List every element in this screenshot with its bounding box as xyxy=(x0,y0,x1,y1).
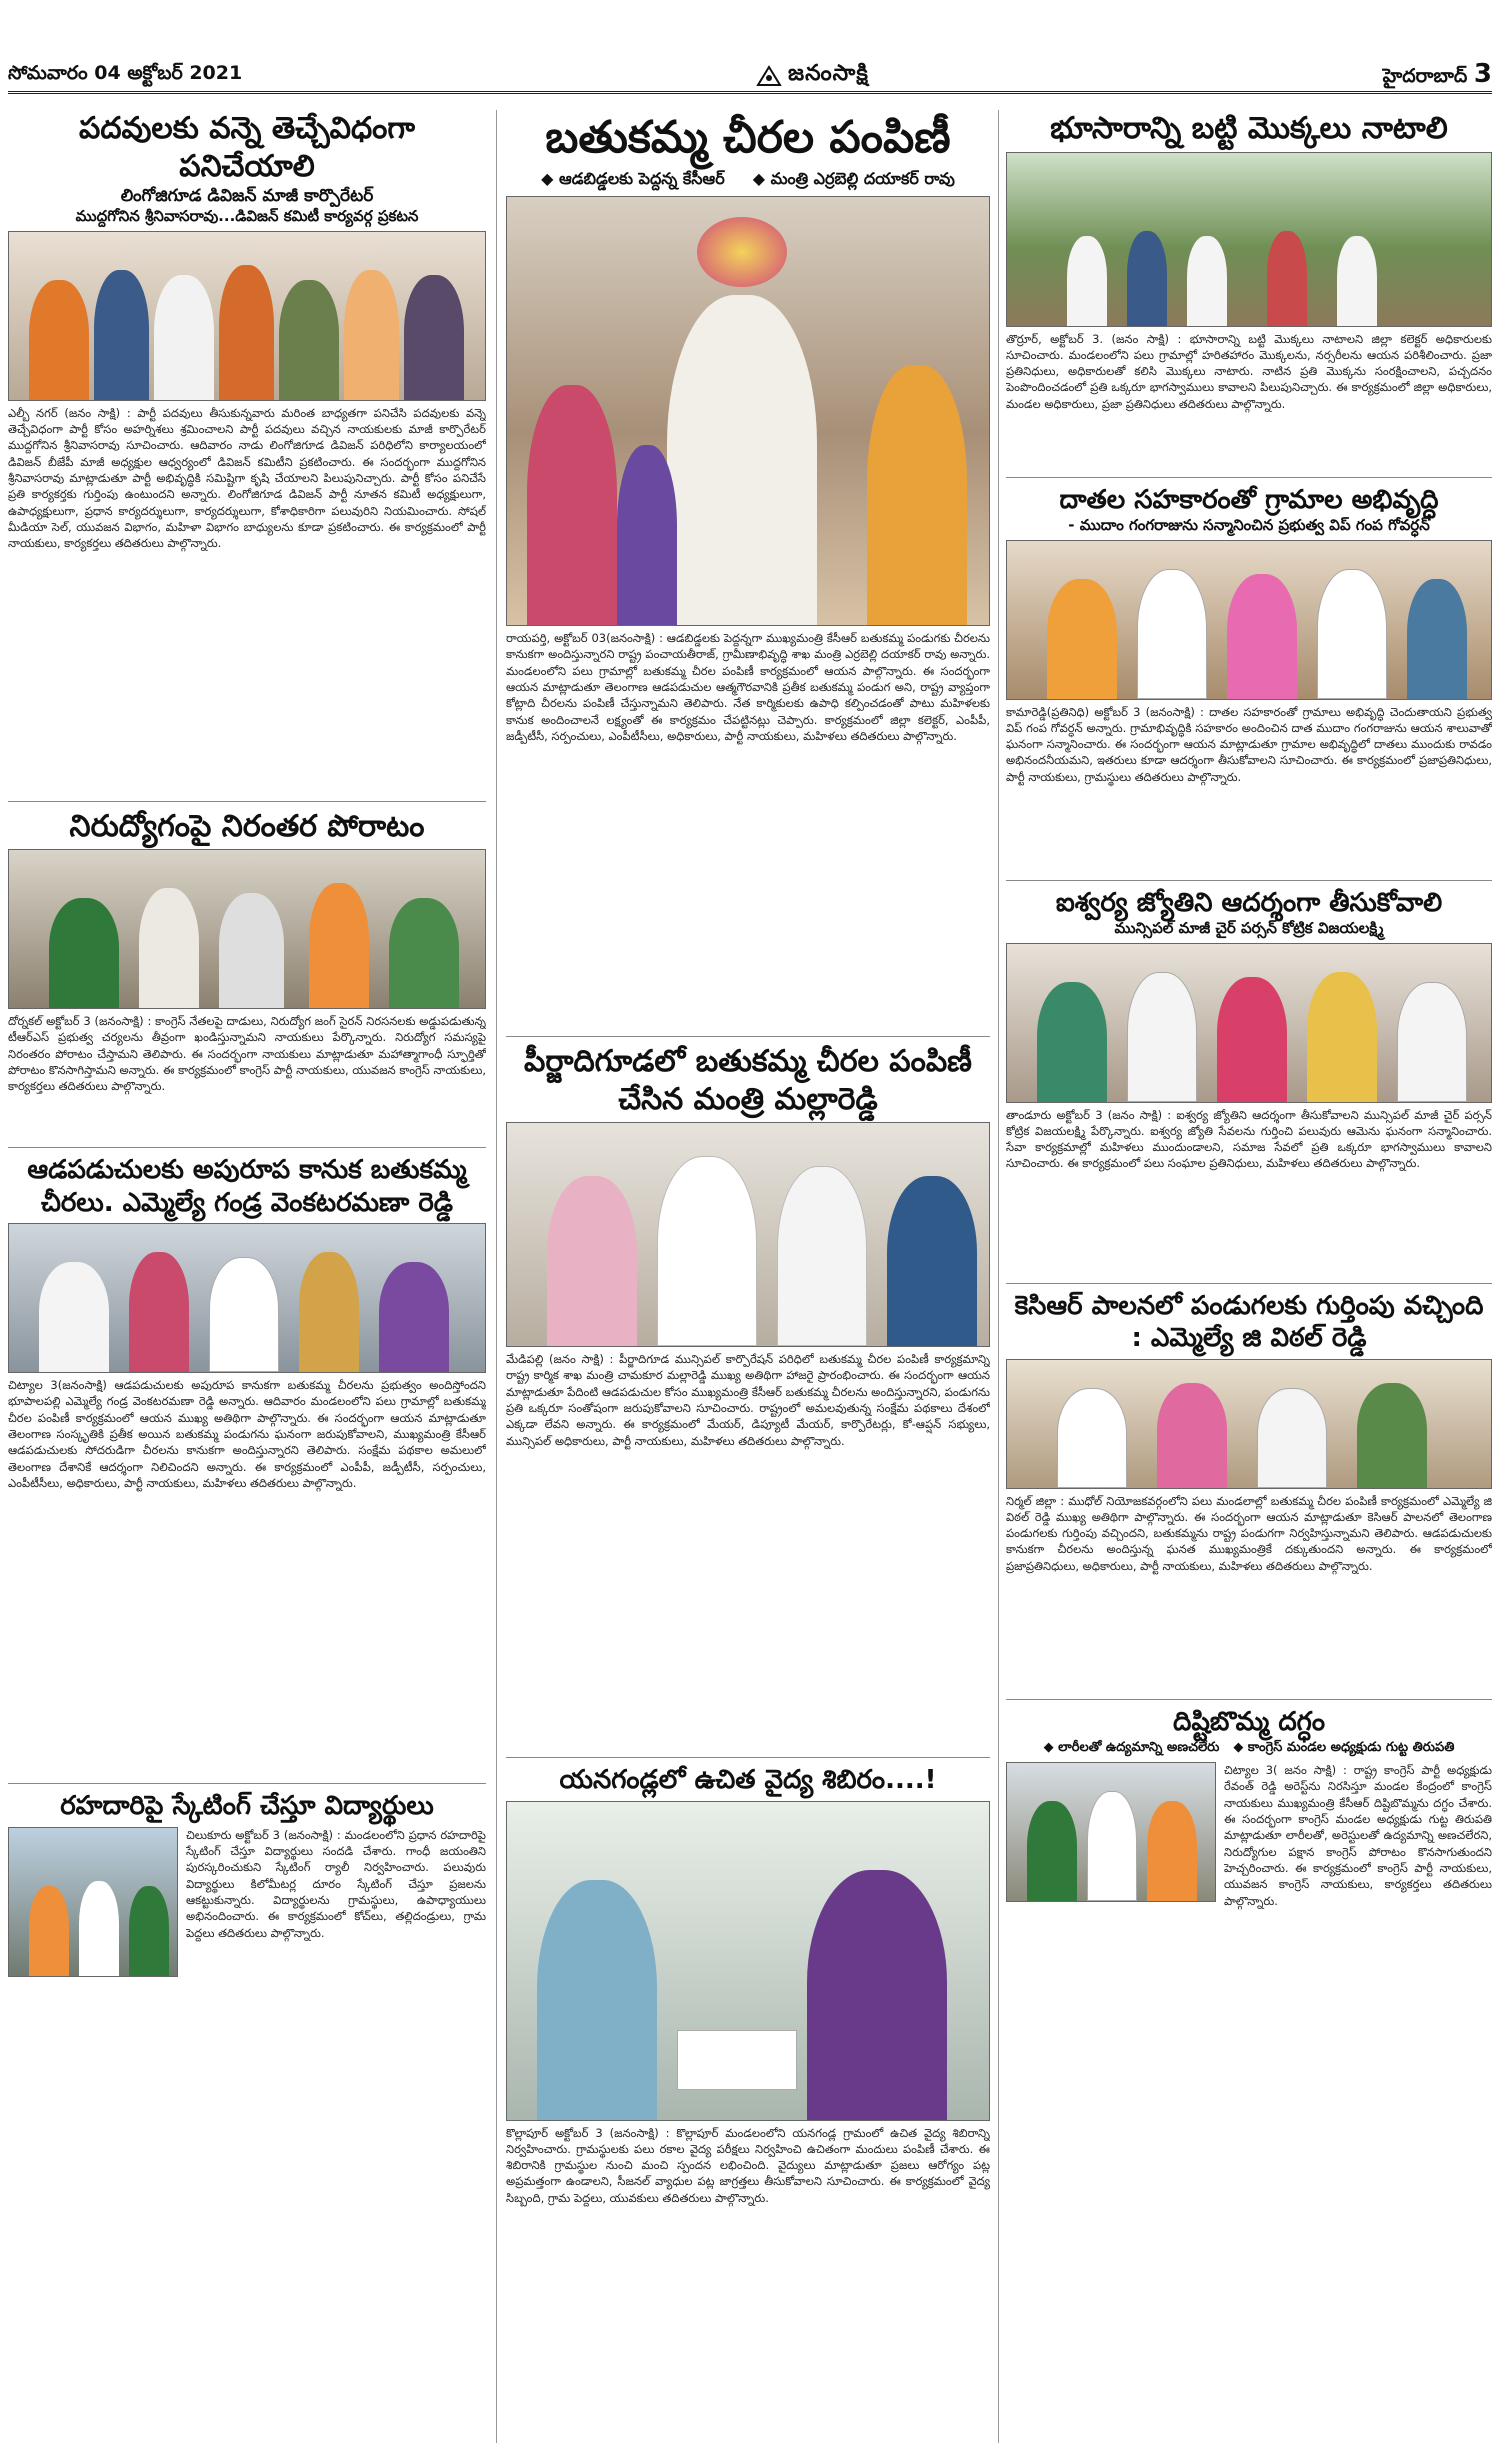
distribution-photo xyxy=(8,1223,486,1373)
article-body: దోర్నకల్ అక్టోబర్ 3 (జనంసాక్షి) : కాంగ్రెస్ నేతలపై దాడులు, నిరుద్యోగ జంగ్ సైరన్ నిరసనలకు అడ్డుపడుతున్న టీఆర్ఎస్ ప్రభుత్వ చర్యలను తీవ్రంగా ఖండిస్తున్నామని నాయకులు పేర్కొన్నారు. నిరుద్యోగ సమస్యపై నిరంతరం పోరాటం చేస్తామని తెలిపారు. ఈ సందర్భంగా నాయకులు మాట్లాడుతూ మహాత్మాగాంధీ స్ఫూర్తితో పోరాటం కొనసాగిస్తామని అన్నారు. ఈ కార్యక్రమంలో కాంగ్రెస్ పార్టీ నాయకులు, యువజన కాంగ్రెస్ నాయకులు, కార్యకర్తలు తదితరులు పాల్గొన్నారు. xyxy=(8,1014,486,1094)
felicitation-photo xyxy=(1006,540,1492,700)
article-body: మేడిపల్లి (జనం సాక్షి) : పీర్జాదిగూడ మున్సిపల్ కార్పొరేషన్ పరిధిలో బతుకమ్మ చీరల పంపిణీ కార్యక్రమాన్ని రాష్ట్ర కార్మిక శాఖ మంత్రి చామకూర మల్లారెడ్డి ముఖ్య అతిథిగా హాజరై ప్రారంభించారు. ఈ సందర్భంగా ఆయన మాట్లాడుతూ పేదింటి ఆడపడుచుల కోసం ముఖ్యమంత్రి కేసీఆర్ బతుకమ్మ చీరలను అందిస్తున్నారని, పండుగను ప్రతి ఒక్కరూ సంతోషంగా జరుపుకోవాలని సూచించారు. రాష్ట్రంలో అమలవుతున్న సంక్షేమ పథకాలు దేశంలో ఎక్కడా లేవని అన్నారు. ఈ కార్యక్రమంలో మేయర్, డిప్యూటీ మేయర్, కార్పొరేటర్లు, కో-ఆప్షన్ సభ్యులు, మున్సిపల్ అధికారులు, పార్టీ నాయకులు, మహిళలు తదితరులు పాల్గొన్నారు. xyxy=(506,1352,990,1448)
issue-date: సోమవారం 04 అక్టోబర్ 2021 xyxy=(8,62,243,84)
middle-column xyxy=(506,110,990,2443)
medical-camp-photo xyxy=(506,1801,990,2121)
column-rule xyxy=(998,110,999,2443)
article-bullet: ◆ మంత్రి ఎర్రబెల్లి దయాకర్ రావు xyxy=(752,169,955,188)
article-headline: పీర్జాదిగూడలో బతుకమ్మ చీరల పంపిణీ చేసిన మంత్రి మల్లారెడ్డి xyxy=(524,1044,972,1117)
paper-logo-icon xyxy=(756,65,782,87)
article-subhead: ముద్దగోనిన శ్రీనివాసరావు...డివిజన్ కమిటీ కార్యవర్గ ప్రకటన xyxy=(75,207,419,226)
article-bathukamma-mla xyxy=(8,1154,486,1777)
masthead xyxy=(8,60,1492,94)
article-peerzadiguda xyxy=(506,1043,990,1751)
minister-photo xyxy=(506,196,990,626)
edition-city-text: హైదరాబాద్ xyxy=(1382,65,1468,87)
article-party-posts xyxy=(8,110,486,795)
article-headline: భూసారాన్ని బట్టి మొక్కలు నాటాలి xyxy=(1050,111,1448,146)
column-rule xyxy=(496,110,497,2443)
article-subhead: - ముదాం గంగరాజును సన్మానించిన ప్రభుత్వ విప్ గంప గోవర్ధన్ xyxy=(1068,516,1430,534)
article-subhead: మున్సిపల్ మాజీ చైర్ పర్సన్ కోట్రిక విజయలక్ష్మి xyxy=(1114,919,1384,937)
plantation-photo xyxy=(1006,152,1492,327)
article-headline: కెసిఆర్ పాలనలో పండుగలకు గుర్తింపు వచ్చింది : ఎమ్మెల్యే జి విఠల్ రెడ్డి xyxy=(1014,1290,1484,1353)
article-body: చిట్యాల 3(జనంసాక్షి) ఆడపడుచులకు అపురూప కానుకగా బతుకమ్మ చీరలను ప్రభుత్వం అందిస్తోందని భూపాలపల్లి ఎమ్మెల్యే గండ్ర వెంకటరమణా రెడ్డి అన్నారు. ఆదివారం మండలంలోని పలు గ్రామాల్లో బతుకమ్మ చీరల పంపిణీ కార్యక్రమంలో ఆయన ముఖ్య అతిథిగా పాల్గొన్నారు. ఈ సందర్భంగా ఆయన మాట్లాడుతూ తెలంగాణ సంస్కృతికి ప్రతీక అయిన బతుకమ్మ పండుగను ఘనంగా జరుపుకోవాలని, ముఖ్యమంత్రి కేసీఆర్ ఆడపడుచులకు సోదరుడిగా చీరలను కానుకగా అందిస్తున్నారని తెలిపారు. సంక్షేమ పథకాల అమలులో తెలంగాణ దేశానికే ఆదర్శంగా నిలిచిందని అన్నారు. ఈ కార్యక్రమంలో ఎంపీపీ, జడ్పీటీసీ, సర్పంచులు, ఎంపీటీసీలు, అధికారులు, పార్టీ నాయకులు, మహిళలు తదితరులు పాల్గొన్నారు. xyxy=(8,1378,486,1491)
article-aishwarya-jyothi xyxy=(1006,887,1492,1277)
article-body: కొల్లాపూర్ అక్టోబర్ 3 (జనంసాక్షి) : కొల్లాపూర్ మండలంలోని యనగండ్ల గ్రామంలో ఉచిత వైద్య శిబిరాన్ని నిర్వహించారు. గ్రామస్థులకు పలు రకాల వైద్య పరీక్షలు నిర్వహించి ఉచితంగా మందులు పంపిణీ చేశారు. ఈ శిబిరానికి గ్రామస్థుల నుంచి మంచి స్పందన లభించింది. వైద్యులు మాట్లాడుతూ ప్రజలు ఆరోగ్యం పట్ల అప్రమత్తంగా ఉండాలని, సీజనల్ వ్యాధుల పట్ల జాగ్రత్తలు తీసుకోవాలని సూచించారు. ఈ కార్యక్రమంలో వైద్య సిబ్బంది, గ్రామ పెద్దలు, యువకులు తదితరులు పాల్గొన్నారు. xyxy=(506,2125,990,2205)
article-body: చిలుకూరు అక్టోబర్ 3 (జనంసాక్షి) : మండలంలోని ప్రధాన రహదారిపై స్కేటింగ్ చేస్తూ విద్యార్థులు సందడి చేశారు. గాంధీ జయంతిని పురస్కరించుకుని స్కేటింగ్ ర్యాలీ నిర్వహించారు. పలువురు విద్యార్థులు కిలోమీటర్ల దూరం స్కేటింగ్ చేస్తూ ప్రజలను ఆకట్టుకున్నారు. విద్యార్థులను గ్రామస్థులు, ఉపాధ్యాయులు అభినందించారు. ఈ కార్యక్రమంలో కోచ్‌లు, తల్లిదండ్రులు, గ్రామ పెద్దలు తదితరులు పాల్గొన్నారు. xyxy=(186,1827,486,1940)
article-subhead: లింగోజిగూడ డివిజన్ మాజీ కార్పొరేటర్ xyxy=(120,186,374,206)
vithal-reddy-photo xyxy=(1006,1359,1492,1489)
aishwarya-photo xyxy=(1006,943,1492,1103)
article-unemployment xyxy=(8,808,486,1142)
article-headline: యనగండ్లలో ఉచిత వైద్య శిబిరం....! xyxy=(559,1765,937,1795)
article-festivals-recognition xyxy=(1006,1290,1492,1693)
skating-photo xyxy=(8,1827,178,1977)
article-body: రాయపర్తి, అక్టోబర్ 03(జనంసాక్షి) : ఆడబిడ్డలకు పెద్దన్నగా ముఖ్యమంత్రి కేసీఆర్ బతుకమ్మ పండుగకు చీరలను కానుకగా అందిస్తున్నారని రాష్ట్ర పంచాయతీరాజ్, గ్రామీణాభివృద్ధి శాఖ మంత్రి ఎర్రబెల్లి దయాకర్ రావు అన్నారు. మండలంలోని పలు గ్రామాల్లో బతుకమ్మ చీరల పంపిణీ కార్యక్రమంలో ఆయన పాల్గొన్నారు. ఈ సందర్భంగా ఆయన మాట్లాడుతూ తెలంగాణ ఆడపడుచుల ఆత్మగౌరవానికి ప్రతీక బతుకమ్మ పండుగ అని, రాష్ట్ర వ్యాప్తంగా కోట్లాది చీరలను పంపిణీ చేస్తున్నామని తెలిపారు. నేత కార్మికులకు ఉపాధి కల్పించడంతో పాటు మహిళలకు కానుక అందించాలనే లక్ష్యంతో ఈ కార్యక్రమం చేపట్టినట్లు చెప్పారు. కార్యక్రమంలో జిల్లా కలెక్టర్, ఎంపీపీ, జడ్పీటీసీ, సర్పంచులు, ఎంపీటీసీలు, అధికారులు, పార్టీ నాయకులు, మహిళలు తదితరులు పాల్గొన్నారు. xyxy=(506,631,990,743)
article-body: తొర్రూర్, అక్టోబర్ 3. (జనం సాక్షి) : భూసారాన్ని బట్టి మొక్కలు నాటాలని జిల్లా కలెక్టర్ అధికారులకు సూచించారు. మండలంలోని పలు గ్రామాల్లో హరితహారం మొక్కలను, నర్సరీలను ఆయన పరిశీలించారు. ప్రజా ప్రతినిధులు, అధికారులతో కలిసి మొక్కలు నాటారు. నాటిన ప్రతి మొక్కను సంరక్షించాలని, పచ్చదనం పెంపొందించడంలో ప్రతి ఒక్కరూ భాగస్వాములు కావాలని పిలుపునిచ్చారు. ఈ కార్యక్రమంలో జిల్లా అధికారులు, మండల అధికారులు, ప్రజా ప్రతినిధులు తదితరులు పాల్గొన్నారు. xyxy=(1006,331,1492,411)
mallareddy-photo xyxy=(506,1122,990,1347)
edition-city xyxy=(1383,59,1492,92)
article-headline: దాతల సహకారంతో గ్రామాల అభివృద్ధి xyxy=(1059,484,1439,515)
article-body: చిట్యాల 3( జనం సాక్షి) : రాష్ట్ర కాంగ్రెస్ పార్టీ అధ్యక్షుడు రేవంత్ రెడ్డి అరెస్ట్‌ను నిరసిస్తూ మండల కేంద్రంలో కాంగ్రెస్ నాయకులు ముఖ్యమంత్రి కేసీఆర్ దిష్టిబొమ్మను దగ్ధం చేశారు. ఈ సందర్భంగా కాంగ్రెస్ మండల అధ్యక్షుడు గుట్ట తిరుపతి మాట్లాడుతూ లారీలతో, అరెస్టులతో ఉద్యమాన్ని అణచలేరని, నిరుద్యోగుల పక్షాన కాంగ్రెస్ పోరాటం కొనసాగుతుందని హెచ్చరించారు. ఈ కార్యక్రమంలో కాంగ్రెస్ పార్టీ నాయకులు, యువజన కాంగ్రెస్ నాయకులు, కార్యకర్తలు తదితరులు పాల్గొన్నారు. xyxy=(1224,1763,1492,1908)
article-headline: బతుకమ్మ చీరల పంపిణీ xyxy=(545,112,951,163)
article-headline: ఐశ్వర్య జ్యోతిని ఆదర్శంగా తీసుకోవాలి xyxy=(1055,887,1443,918)
article-headline: నిరుద్యోగంపై నిరంతర పోరాటం xyxy=(69,808,425,844)
article-headline: దిష్టిబొమ్మ దగ్ధం xyxy=(1172,1706,1326,1737)
article-bullet: ◆ ఆడబిడ్డలకు పెద్దన్న కేసీఆర్ xyxy=(541,169,725,188)
article-medical-camp xyxy=(506,1764,990,2255)
protest-photo xyxy=(8,849,486,1009)
group-photo xyxy=(8,231,486,401)
page-number: 3 xyxy=(1473,59,1492,89)
left-column xyxy=(8,110,486,2443)
article-body: తాండూరు అక్టోబర్ 3 (జనం సాక్షి) : ఐశ్వర్య జ్యోతిని ఆదర్శంగా తీసుకోవాలని మున్సిపల్ మాజీ చైర్ పర్సన్ కోట్రిక విజయలక్ష్మి పేర్కొన్నారు. ఐశ్వర్య జ్యోతి సేవలను గుర్తించి పలువురు ఆమెను ఘనంగా సన్మానించారు. సేవా కార్యక్రమాల్లో మహిళలు ముందుండాలని, సమాజ సేవలో ప్రతి ఒక్కరూ భాగస్వాములు కావాలని సూచించారు. ఈ కార్యక్రమంలో పలు సంఘాల ప్రతినిధులు, మహిళలు తదితరులు పాల్గొన్నారు. xyxy=(1006,1107,1492,1171)
paper-name xyxy=(756,61,869,91)
article-body: నిర్మల్ జిల్లా : ముధోల్ నియోజకవర్గంలోని పలు మండలాల్లో బతుకమ్మ చీరల పంపిణీ కార్యక్రమంలో ఎమ్మెల్యే జి విఠల్ రెడ్డి ముఖ్య అతిథిగా పాల్గొన్నారు. ఈ సందర్భంగా ఆయన మాట్లాడుతూ కెసిఆర్ పాలనలో తెలంగాణ పండుగలకు గుర్తింపు వచ్చిందని, బతుకమ్మను రాష్ట్ర పండుగగా నిర్వహిస్తున్నామని తెలిపారు. ఆడపడుచులకు కానుకగా చీరలను అందిస్తున్న ఘనత ముఖ్యమంత్రికే దక్కుతుందని అన్నారు. ఈ కార్యక్రమంలో ప్రజాప్రతినిధులు, అధికారులు, పార్టీ నాయకులు, మహిళలు తదితరులు పాల్గొన్నారు. xyxy=(1006,1493,1492,1573)
article-effigy xyxy=(1006,1706,1492,1963)
article-bullet: ◆ లారీలతో ఉద్యమాన్ని అణచలేరు xyxy=(1043,1740,1220,1755)
effigy-photo xyxy=(1006,1762,1216,1902)
article-body: కామారెడ్డి(ప్రతినిధి) అక్టోబర్ 3 (జనంసాక్షి) : దాతల సహకారంతో గ్రామాలు అభివృద్ధి చెందుతాయని ప్రభుత్వ విప్ గంప గోవర్ధన్ అన్నారు. గ్రామాభివృద్ధికి సహకారం అందించిన దాత ముదాం గంగరాజును ఆయన శాలువాతో ఘనంగా సన్మానించారు. ఈ సందర్భంగా ఆయన మాట్లాడుతూ గ్రామాల అభివృద్ధిలో దాతలు ముందుకు రావడం అభినందనీయమని, ఇతరులు కూడా ఆదర్శంగా తీసుకోవాలని సూచించారు. ఈ కార్యక్రమంలో ప్రజాప్రతినిధులు, పార్టీ నాయకులు, గ్రామస్థులు తదితరులు పాల్గొన్నారు. xyxy=(1006,704,1492,784)
paper-name-text: జనంసాక్షి xyxy=(788,60,869,86)
article-bathukamma-minister xyxy=(506,110,990,1030)
article-headline: పదవులకు వన్నె తెచ్చేవిధంగా పనిచేయాలి xyxy=(78,111,415,184)
article-body: ఎల్బీ నగర్ (జనం సాక్షి) : పార్టీ పదవులు తీసుకున్నవారు మరింత బాధ్యతగా పనిచేసి పదవులకు వన్నె తెచ్చేవిధంగా పార్టీ కోసం అహర్నిశలు శ్రమించాలని పార్టీ పదవులు వచ్చిన నాయకులకు మాజీ కార్పొరేటర్ ముద్దగోనిన శ్రీనివాసరావు సూచించారు. ఆదివారం నాడు లింగోజిగూడ డివిజన్ పరిధిలోని కార్యాలయంలో డివిజన్ బీజేపీ మాజీ అధ్యక్షుల ఆధ్వర్యంలో డివిజన్ కమిటీని ప్రకటించారు. ఈ సందర్భంగా ముద్దగోనిన శ్రీనివాసరావు మాట్లాడుతూ పార్టీ అభివృద్ధికి సమిష్టిగా కృషి చేయాలని పిలుపునిచ్చారు. పార్టీ కోసం పనిచేసే ప్రతి కార్యకర్తకు గుర్తింపు ఉంటుందని అన్నారు. లింగోజిగూడ డివిజన్ పార్టీ నూతన కమిటీ అధ్యక్షులుగా, ఉపాధ్యక్షులుగా, ప్రధాన కార్యదర్శులుగా, కార్యదర్శులుగా, కోశాధికారిగా పలువురిని నియమించారు. సోషల్ మీడియా సెల్, యువజన విభాగం, మహిళా విభాగం బాధ్యులను కూడా ప్రకటించారు. ఈ కార్యక్రమంలో పార్టీ నాయకులు, కార్యకర్తలు తదితరులు పాల్గొన్నారు. xyxy=(8,405,486,551)
article-bullet: ◆ కాంగ్రెస్ మండల అధ్యక్షుడు గుట్ట తిరుపతి xyxy=(1233,1740,1455,1755)
right-column xyxy=(1006,110,1492,2443)
article-skating xyxy=(8,1790,486,2027)
article-headline: రహదారిపై స్కేటింగ్ చేస్తూ విద్యార్థులు xyxy=(60,1791,434,1822)
article-plantation xyxy=(1006,110,1492,471)
article-headline: ఆడపడుచులకు అపురూప కానుక బతుకమ్మ చీరలు. ఎమ్మెల్యే గండ్ర వెంకటరమణా రెడ్డి xyxy=(27,1155,467,1218)
article-donors xyxy=(1006,484,1492,874)
